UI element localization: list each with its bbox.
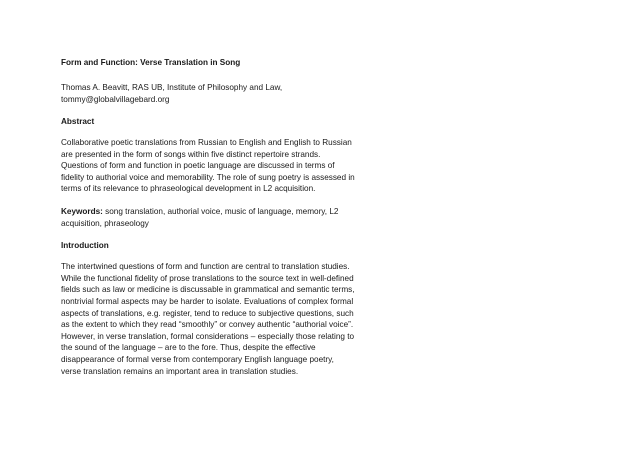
keywords-line	[61, 206, 391, 218]
abstract-line: Collaborative poetic translations from Russian to English and English to Russian	[61, 138, 352, 147]
abstract-heading: Abstract	[61, 117, 95, 126]
introduction-text	[61, 261, 391, 377]
intro-line: as the extent to which they read “smoothly” or convey authentic “authorial voice”.	[61, 320, 354, 330]
intro-line: the sound of the language – are to the fore. Thus, despite the effective	[61, 343, 316, 353]
abstract-line: terms of its relevance to phraseological development in L2 acquisition.	[61, 184, 316, 194]
intro-line: While the functional fidelity of prose translations to the source text in well-defined	[61, 273, 354, 283]
abstract-text	[61, 137, 391, 195]
document-page	[61, 57, 391, 388]
intro-line: nontrivial formal aspects may be harder to isolate. Evaluations of complex formal	[61, 296, 354, 306]
keywords-list: song translation, authorial voice, music of language, memory, L2	[102, 206, 339, 216]
intro-line: disappearance of formal verse from contemporary English language poetry,	[61, 354, 334, 364]
abstract-line: are presented in the form of songs within five distinct repertoire strands.	[61, 149, 321, 159]
intro-line: However, in verse translation, formal considerations – especially those relating to	[61, 331, 355, 341]
intro-line: aspects of translations, e.g. register, tend to reduce to subjective questions, such	[61, 308, 354, 318]
intro-line: fields such as law or medicine is discussable in grammatical and semantic terms,	[61, 285, 355, 295]
abstract-line: Questions of form and function in poetic language are discussed in terms of	[61, 161, 335, 171]
author-block	[61, 82, 391, 106]
abstract-line: fidelity to authorial voice and memorability. The role of sung poetry is assessed in	[61, 172, 355, 182]
author-affiliation: Thomas A. Beavitt, RAS UB, Institute of Philosophy and Law,	[61, 83, 283, 92]
keywords-line: acquisition, phraseology	[61, 218, 149, 228]
introduction-heading: Introduction	[61, 241, 109, 251]
keywords-label: Keywords:	[61, 206, 103, 216]
author-email: tommy@globalvillagebard.org	[61, 95, 170, 104]
intro-line: verse translation remains an important area in translation studies.	[61, 366, 299, 376]
paper-title: Form and Function: Verse Translation in Song	[61, 58, 241, 67]
intro-line: The intertwined questions of form and function are central to translation studies.	[61, 262, 350, 272]
keywords	[61, 206, 391, 229]
